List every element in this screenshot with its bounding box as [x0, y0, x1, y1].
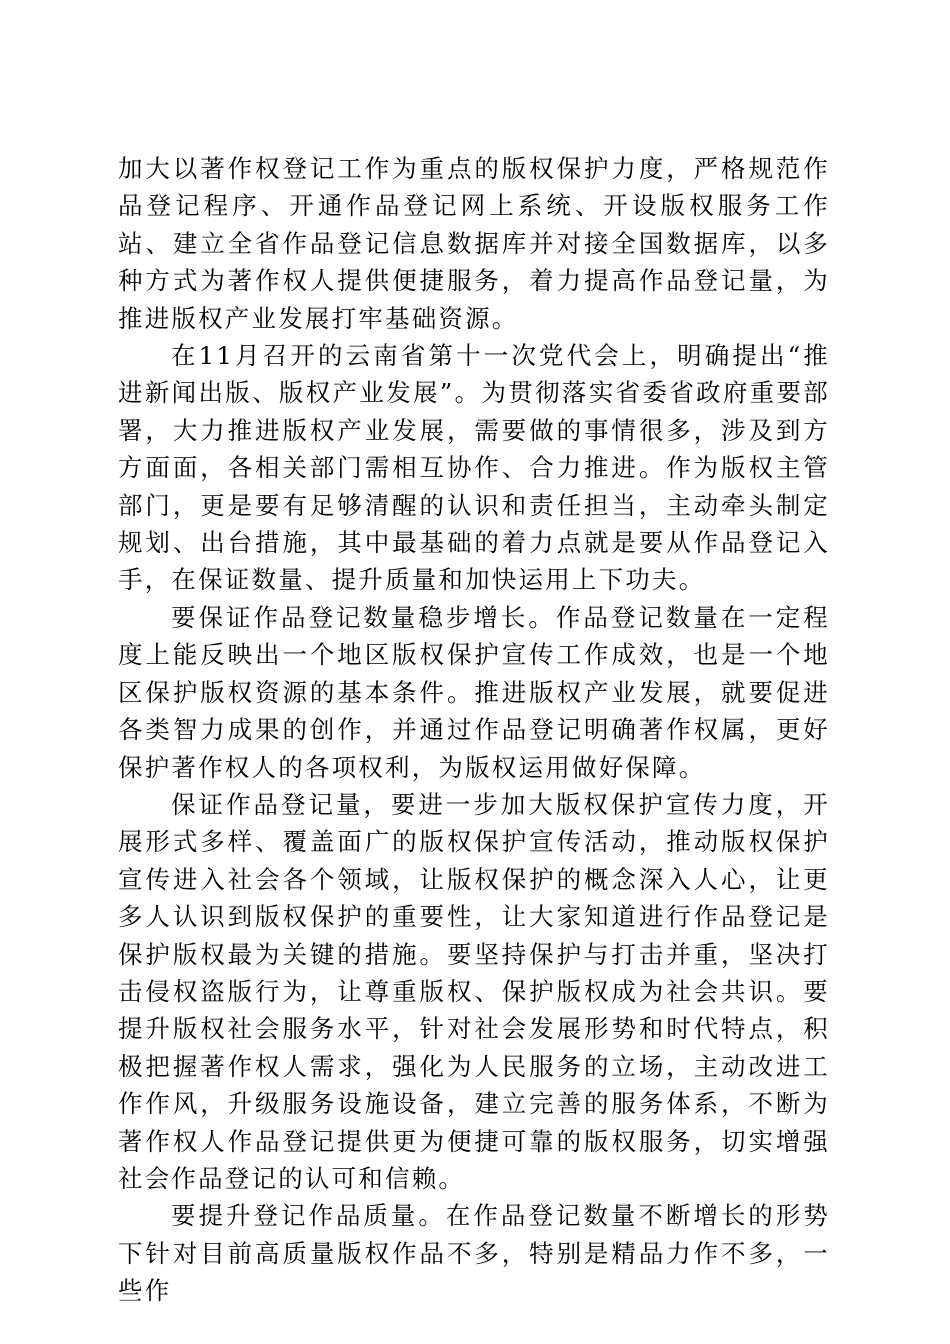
document-body [118, 150, 830, 1310]
paragraph-2: 在11月召开的云南省第十一次党代会上，明确提出“推进新闻出版、版权产业发展”。为贯彻落实省委省政府重要部署，大力推进版权产业发展，需要做的事情很多，涉及到方方面面，各相关部门需相互协作、合力推进。作为版权主管部门，更是要有足够清醒的认识和责任担当，主动牵头制定规划、出台措施，其中最基础的着力点就是要从作品登记入手，在保证数量、提升质量和加快运用上下功夫。 [118, 341, 830, 595]
paragraph-4: 保证作品登记量，要进一步加大版权保护宣传力度，开展形式多样、覆盖面广的版权保护宣传活动，推动版权保护宣传进入社会各个领域，让版权保护的概念深入人心，让更多人认识到版权保护的重要性，让大家知道进行作品登记是保护版权最为关键的措施。要坚持保护与打击并重，坚决打击侵权盗版行为，让尊重版权、保护版权成为社会共识。要提升版权社会服务水平，针对社会发展形势和时代特点，积极把握著作权人需求，强化为人民服务的立场，主动改进工作作风，升级服务设施设备，建立完善的服务体系，不断为著作权人作品登记提供更为便捷可靠的版权服务，切实增强社会作品登记的认可和信赖。 [118, 789, 830, 1193]
paragraph-5: 要提升登记作品质量。在作品登记数量不断增长的形势下针对目前高质量版权作品不多，特别是精品力作不多，一些作 [118, 1201, 830, 1306]
paragraph-3: 要保证作品登记数量稳步增长。作品登记数量在一定程度上能反映出一个地区版权保护宣传工作成效，也是一个地区保护版权资源的基本条件。推进版权产业发展，就要促进各类智力成果的创作，并通过作品登记明确著作权属，更好保护著作权人的各项权利，为版权运用做好保障。 [118, 602, 830, 782]
paragraph-1: 加大以著作权登记工作为重点的版权保护力度，严格规范作品登记程序、开通作品登记网上系统、开设版权服务工作站、建立全省作品登记信息数据库并对接全国数据库，以多种方式为著作权人提供便捷服务，着力提高作品登记量，为推进版权产业发展打牢基础资源。 [118, 154, 830, 333]
